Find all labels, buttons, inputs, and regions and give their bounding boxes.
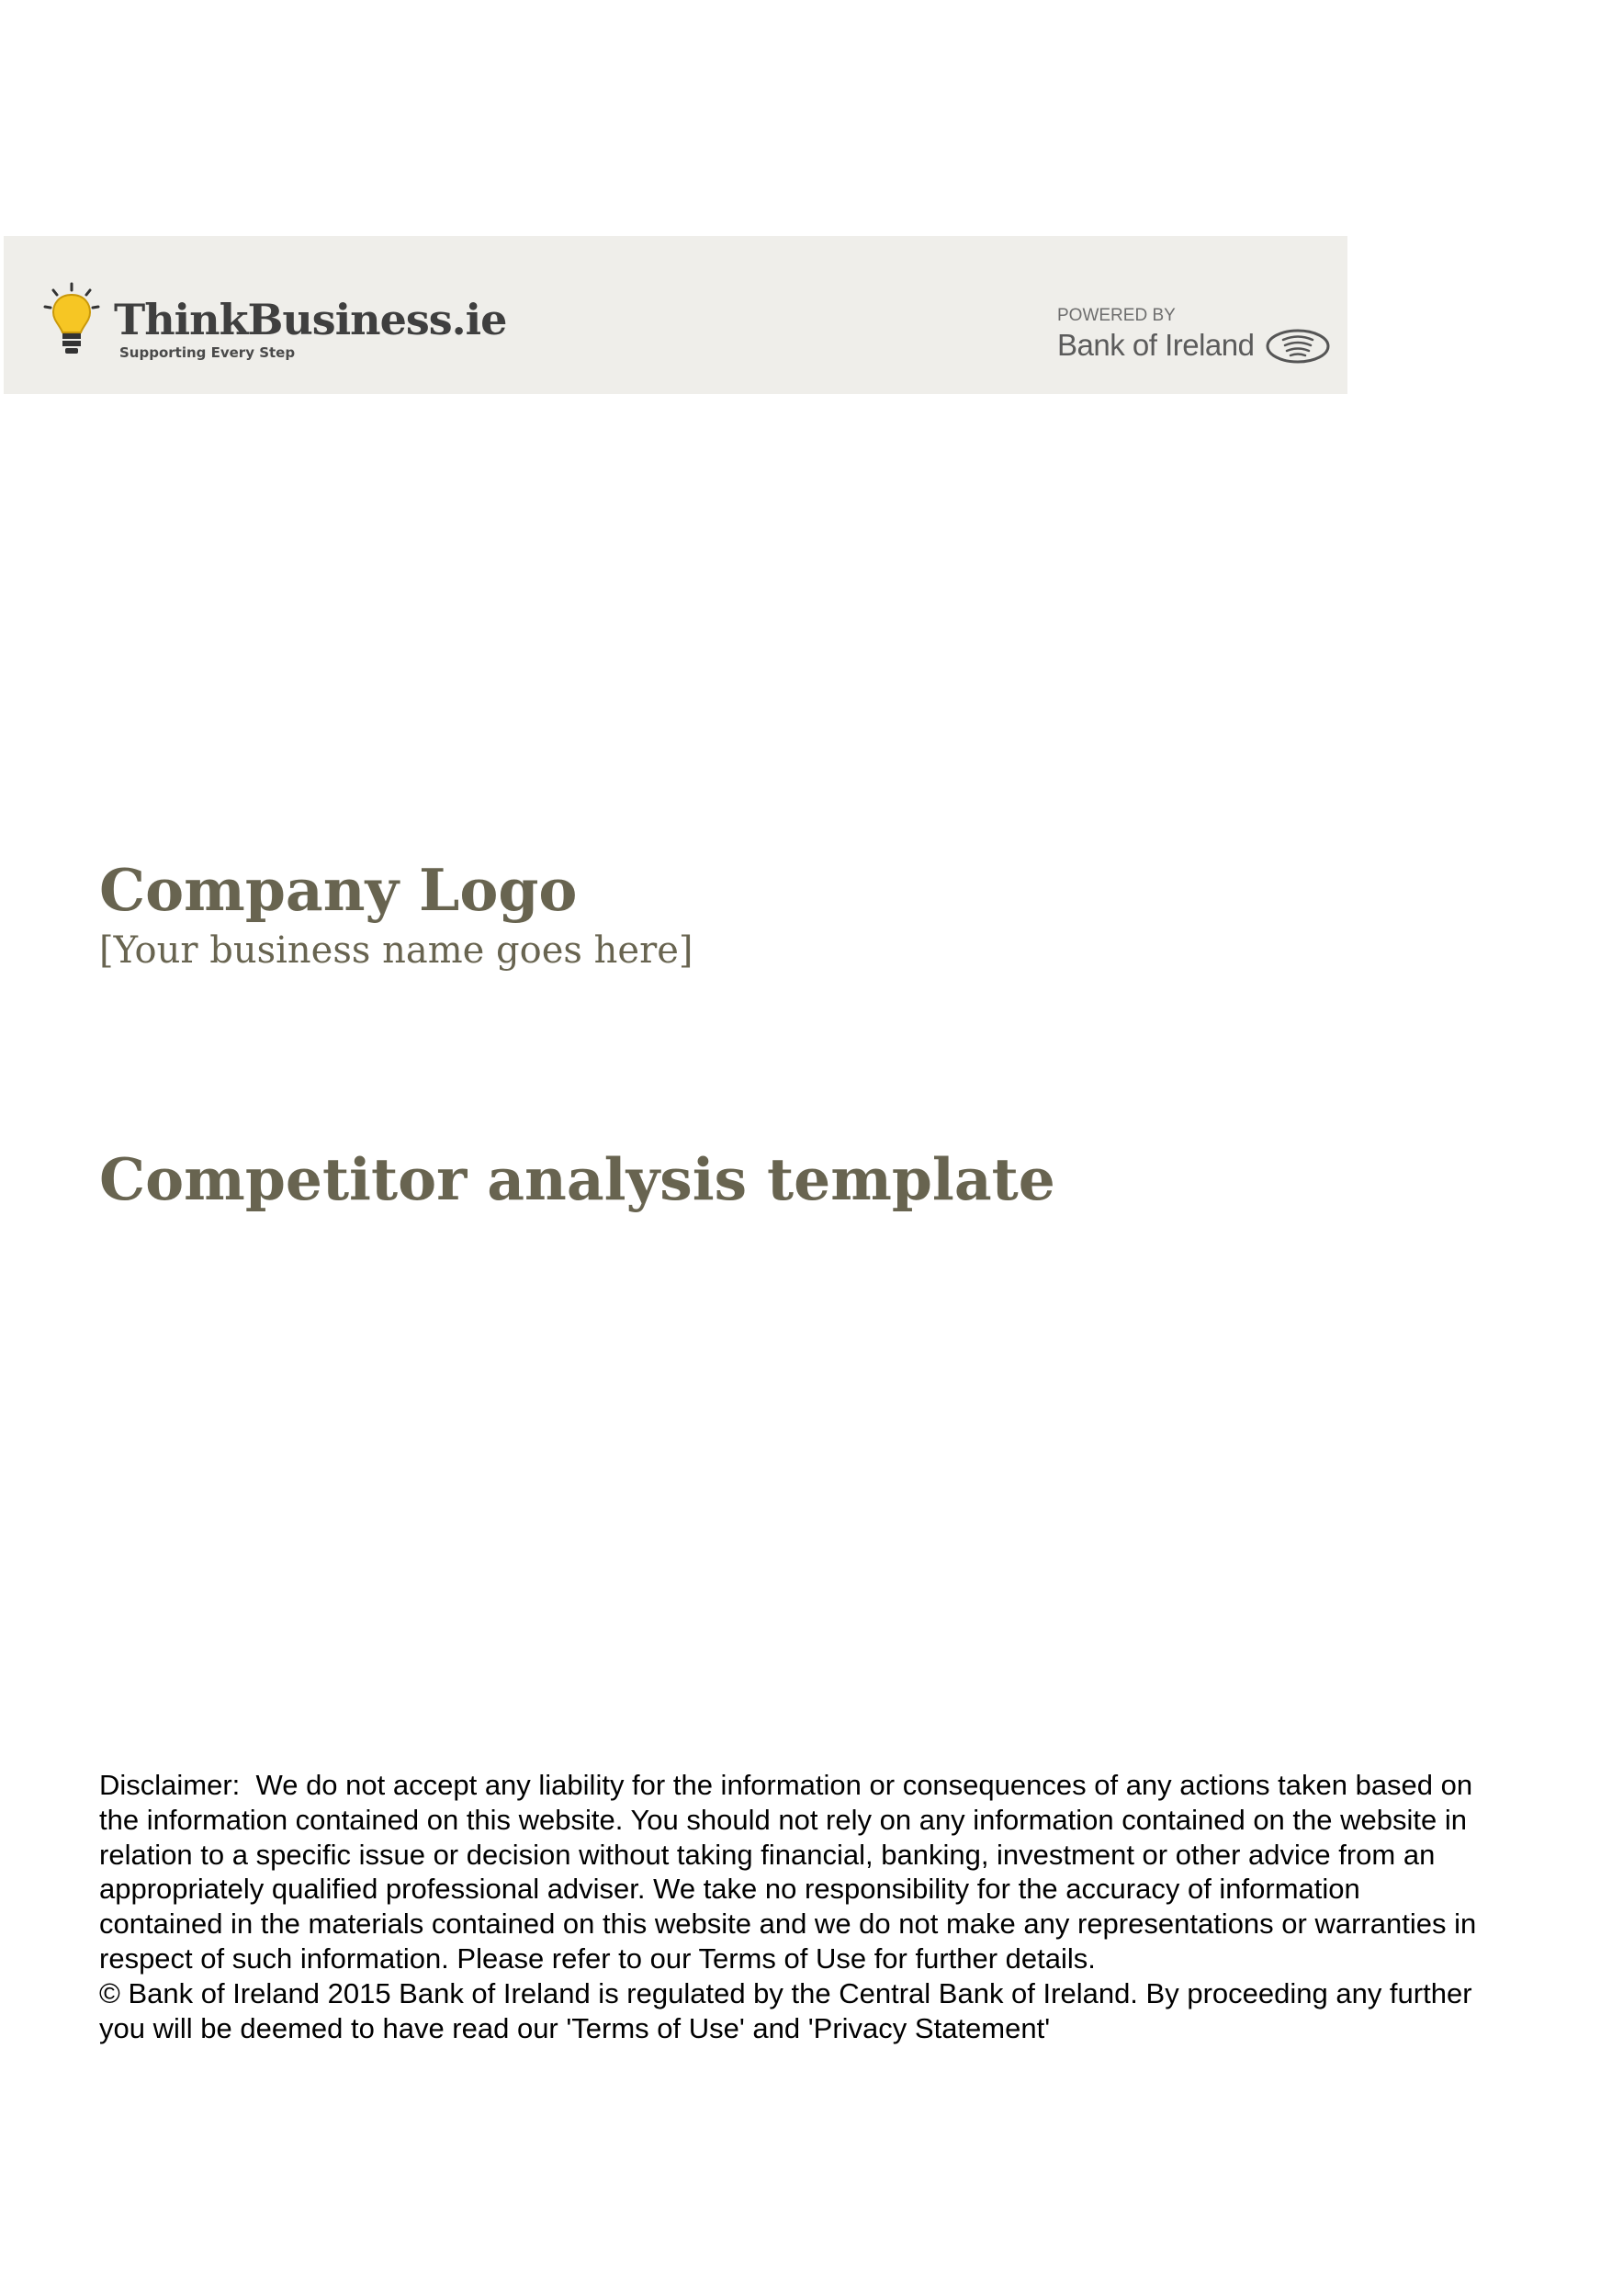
bank-of-ireland-logo-icon: [1265, 328, 1331, 365]
partner-name: Bank of Ireland: [1057, 328, 1255, 362]
header-banner: [4, 236, 1347, 394]
company-logo-heading: Company Logo: [99, 856, 578, 924]
business-name-placeholder: [Your business name goes here]: [99, 929, 693, 972]
brand-tagline: Supporting Every Step: [119, 344, 296, 361]
disclaimer-block: [99, 1768, 1484, 2045]
document-title: Competitor analysis template: [99, 1145, 1055, 1213]
brand-name: ThinkBusiness.ie: [114, 295, 507, 344]
lightbulb-icon: [42, 282, 101, 359]
powered-by-label: POWERED BY: [1057, 306, 1176, 325]
disclaimer-text: Disclaimer: We do not accept any liability for the information or consequences of any actions taken based on the information contained on this website. You should not rely on any information contained on the website in relation to a specific issue or decision without taking financial, banking, investment or other advice from an appropriately qualified professional adviser. We take no responsibility for the accuracy of information contained in the materials contained on this website and we do not make any representations or warranties in respect of such information. Please refer to our Terms of Use for further details.: [99, 1769, 1484, 1975]
copyright-text: © Bank of Ireland 2015 Bank of Ireland is regulated by the Central Bank of Ireland. By proceeding any further you will be deemed to have read our 'Terms of Use' and 'Privacy Statement': [99, 1976, 1481, 2044]
